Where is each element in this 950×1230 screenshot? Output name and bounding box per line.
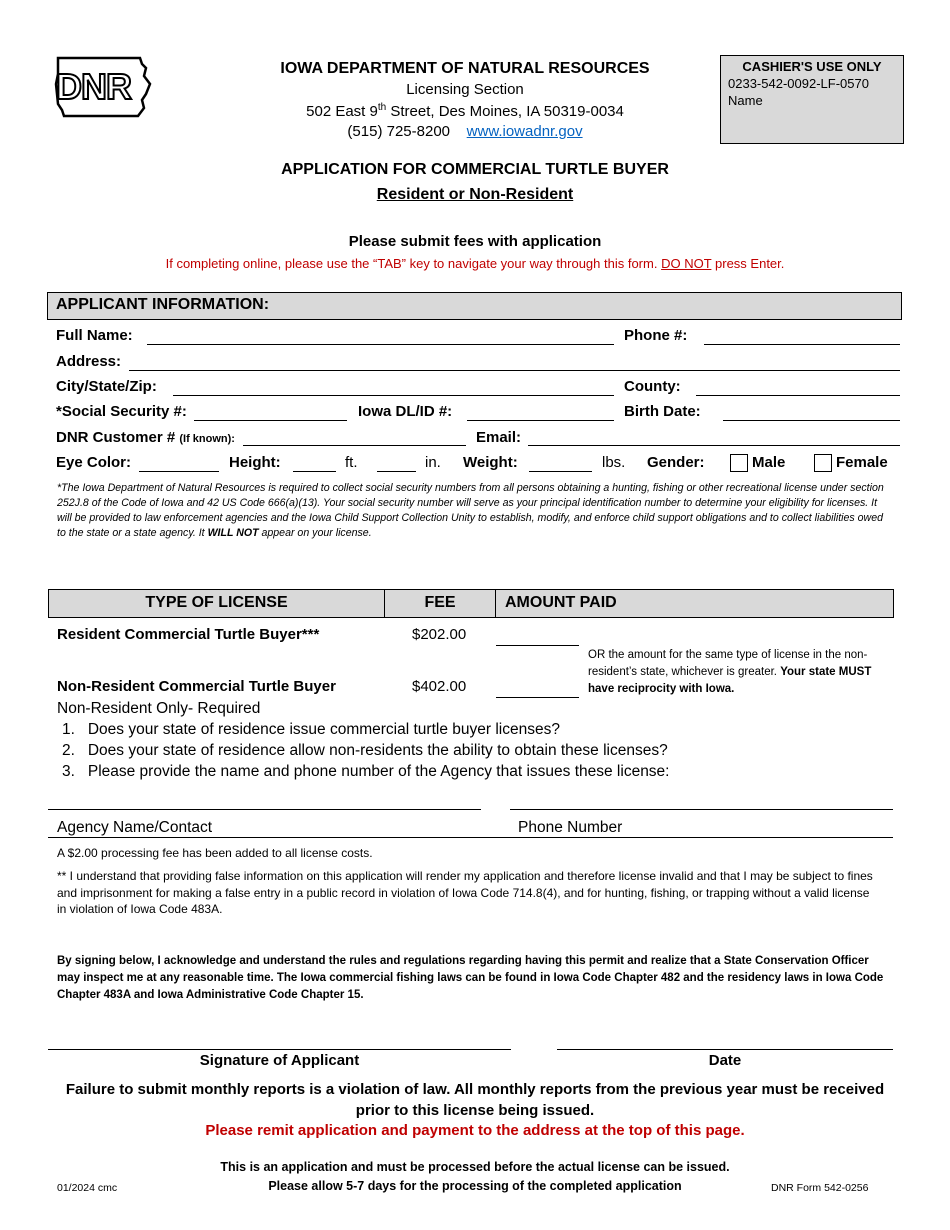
license-table-header xyxy=(48,589,894,618)
county-label: County: xyxy=(624,378,681,395)
form-subtitle: Resident or Non-Resident xyxy=(376,186,574,203)
ssn-notice: *The Iowa Department of Natural Resources is required to collect social security numbers from all persons obtaining a hunting, fishing or other recreational license under section 252J.8 of the Code of Iowa and 42 US Code 666(a)(13). Your social security number will serve as your principal identification number to determine your eligibility for licenses. It will be provided to law enforcement agencies and the Iowa Child Support Collection Unity to establish, modify, and enforce child support obligations and to collect liabilities owed to the state or a state agency. It WILL NOT appear on your license. xyxy=(57,482,884,539)
gender-label: Gender: xyxy=(647,454,705,471)
birth-date-field[interactable] xyxy=(723,420,900,421)
type-of-license-header: TYPE OF LICENSE xyxy=(145,594,288,611)
licensing-section: Licensing Section xyxy=(406,81,524,98)
resident-license-fee: $202.00 xyxy=(412,626,467,643)
form-title: APPLICATION FOR COMMERCIAL TURTLE BUYER xyxy=(281,161,669,178)
email-field[interactable] xyxy=(528,445,900,446)
signature-label: Signature of Applicant xyxy=(199,1052,360,1069)
nonresident-question: 2. Does your state of residence allow non-residents the ability to obtain these licenses? xyxy=(62,742,668,759)
agency-name-label: Agency Name/Contact xyxy=(57,819,213,836)
fees-note: Please submit fees with application xyxy=(348,233,602,250)
iowa-dl-label: Iowa DL/ID #: xyxy=(358,403,453,420)
cashier-box xyxy=(720,55,904,144)
website-link[interactable]: www.iowadnr.gov xyxy=(466,123,583,140)
resident-license-type: Resident Commercial Turtle Buyer*** xyxy=(57,626,320,643)
monthly-reports-warning: Failure to submit monthly reports is a violation of law. All monthly reports from the previous year must be received prior to this license being issued. xyxy=(65,1081,885,1119)
agency-phone-label: Phone Number xyxy=(518,819,623,836)
date-field[interactable] xyxy=(557,1049,893,1050)
phone-label: Phone #: xyxy=(624,327,688,344)
male-checkbox[interactable] xyxy=(730,454,748,472)
agency-phone: (515) 725-8200 xyxy=(347,123,450,140)
inches-unit: in. xyxy=(425,454,441,471)
nonresident-question: 3. Please provide the name and phone number of the Agency that issues these license: xyxy=(62,763,670,780)
female-label: Female xyxy=(836,454,888,471)
resident-amount-paid-field[interactable] xyxy=(496,645,579,646)
agency-address: 502 East 9th Street, Des Moines, IA 50319-0034 xyxy=(306,102,624,120)
feet-unit: ft. xyxy=(345,454,358,471)
female-checkbox[interactable] xyxy=(814,454,832,472)
address-label: Address: xyxy=(56,353,122,370)
dnr-logo xyxy=(54,54,154,120)
nonresident-license-fee: $402.00 xyxy=(412,678,467,695)
agency-contact xyxy=(200,123,730,140)
logo-text: DNR xyxy=(56,66,131,107)
nonresident-question: 1. Does your state of residence issue commercial turtle buyer licenses? xyxy=(62,721,560,738)
section-divider xyxy=(48,837,893,838)
dnr-customer-field[interactable] xyxy=(243,445,466,446)
cashier-name-label: Name xyxy=(728,93,763,108)
applicant-section-title: APPLICANT INFORMATION: xyxy=(56,296,270,313)
nonresident-amount-paid-field[interactable] xyxy=(496,697,579,698)
processing-fee-note: A $2.00 processing fee has been added to all license costs. xyxy=(57,846,373,860)
applicant-section-header xyxy=(47,292,902,320)
weight-label: Weight: xyxy=(463,454,518,471)
eye-color-label: Eye Color: xyxy=(56,454,132,471)
phone-field[interactable] xyxy=(704,344,900,345)
agency-name-field[interactable] xyxy=(48,809,481,810)
height-label: Height: xyxy=(229,454,281,471)
online-note: If completing online, please use the “TAB” key to navigate your way through this form. DO NOT press Enter. xyxy=(165,256,785,271)
form-number: DNR Form 542-0256 xyxy=(771,1182,869,1194)
application-note: This is an application and must be processed before the actual license can be issued. xyxy=(220,1160,730,1174)
remit-instructions: Please remit application and payment to the address at the top of this page. xyxy=(205,1122,745,1139)
male-label: Male xyxy=(752,454,786,471)
eye-color-field[interactable] xyxy=(139,471,219,472)
date-label: Date xyxy=(708,1052,742,1069)
processing-days-note: Please allow 5-7 days for the processing of the completed application xyxy=(268,1179,682,1193)
full-name-field[interactable] xyxy=(147,344,614,345)
fee-header: FEE xyxy=(424,594,456,611)
cashier-title: CASHIER'S USE ONLY xyxy=(742,59,882,74)
ssn-label: *Social Security #: xyxy=(56,403,187,420)
revision-date: 01/2024 cmc xyxy=(57,1182,118,1194)
reciprocity-note: OR the amount for the same type of license in the non-resident’s state, whichever is greater. Your state MUST have reciprocity with Iowa. xyxy=(588,649,872,695)
county-field[interactable] xyxy=(696,395,900,396)
agency-name: IOWA DEPARTMENT OF NATURAL RESOURCES xyxy=(280,60,650,77)
height-inches-field[interactable] xyxy=(377,471,416,472)
false-info-note: ** I understand that providing false information on this application will render my application and therefore license invalid and that I may be subject to fines and imprisonment for making a false entry in a public record in violation of Iowa Code 714.8(4), and for hunting, fishing, or trapping without a valid license in violation of Iowa Code 483A. xyxy=(57,869,873,916)
full-name-label: Full Name: xyxy=(56,327,133,344)
nonresident-license-type: Non-Resident Commercial Turtle Buyer xyxy=(57,678,336,695)
nonresident-heading: Non-Resident Only- Required xyxy=(57,700,261,717)
weight-field[interactable] xyxy=(529,471,592,472)
email-label: Email: xyxy=(476,429,522,446)
iowa-dl-field[interactable] xyxy=(467,420,614,421)
birth-date-label: Birth Date: xyxy=(624,403,701,420)
acknowledgement-note: By signing below, I acknowledge and understand the rules and regulations regarding having this permit and realize that a State Conservation Officer may inspect me at any reasonable time. The Iowa commercial fishing laws can be found in Iowa Code Chapter 482 and the residency laws in Iowa Code Chapter 483A and Iowa Administrative Code Chapter 15. xyxy=(57,955,884,1001)
cashier-code: 0233-542-0092-LF-0570 xyxy=(728,76,869,91)
city-state-zip-field[interactable] xyxy=(173,395,614,396)
amount-paid-header: AMOUNT PAID xyxy=(505,594,617,611)
address-field[interactable] xyxy=(129,370,900,371)
pounds-unit: lbs. xyxy=(602,454,626,471)
city-state-zip-label: City/State/Zip: xyxy=(56,378,157,395)
signature-field[interactable] xyxy=(48,1049,511,1050)
dnr-customer-label: DNR Customer # (If known): xyxy=(56,429,235,446)
agency-phone-field[interactable] xyxy=(510,809,893,810)
height-feet-field[interactable] xyxy=(293,471,336,472)
ssn-field[interactable] xyxy=(194,420,347,421)
table-divider xyxy=(495,590,496,617)
